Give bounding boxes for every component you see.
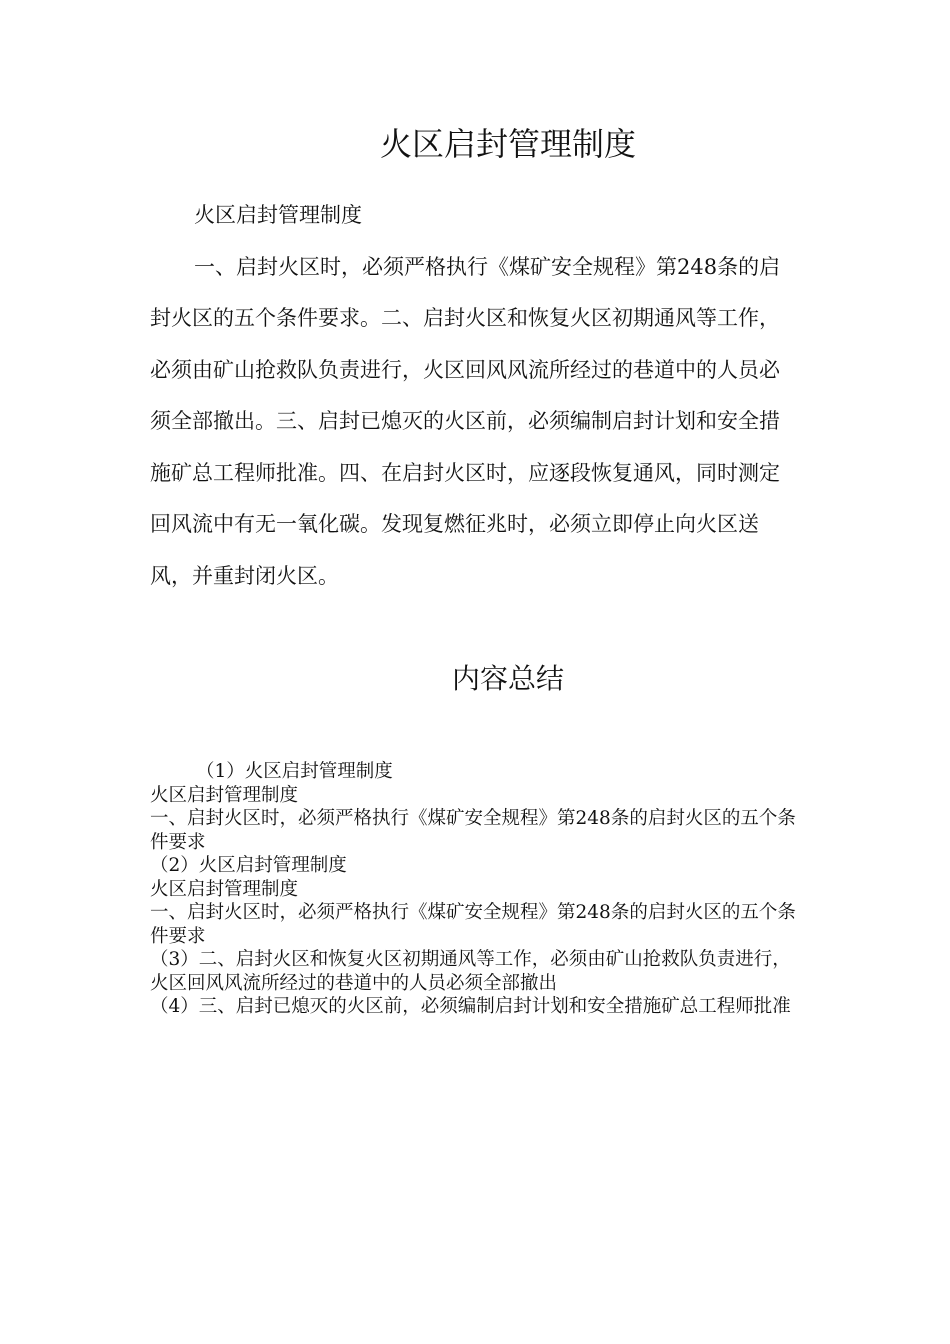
summary-line: 一、启封火区时，必须严格执行《煤矿安全规程》第248条的启封火区的五个条件要求 — [150, 902, 796, 947]
summary-line: 火区启封管理制度 — [150, 878, 299, 900]
summary-line: 火区启封管理制度 — [150, 784, 299, 806]
summary-line: （3）二、启封火区和恢复火区初期通风等工作，必须由矿山抢救队负责进行，火区回风风流所经过的巷道中的人员必须全部撤出 — [150, 949, 791, 994]
summary-line: 一、启封火区时，必须严格执行《煤矿安全规程》第248条的启封火区的五个条件要求 — [150, 808, 796, 853]
body-paragraph: 一、启封火区时，必须严格执行《煤矿安全规程》第248条的启封火区的五个条件要求。二、启封火区和恢复火区初期通风等工作，必须由矿山抢救队负责进行，火区回风风流所经过的巷道中的人员必须全部撤出。三、启封已熄灭的火区前，必须编制启封计划和安全措施矿总工程师批准。四、在启封火区时，应逐段恢复通风，同时测定回风流中有无一氧化碳。发现复燃征兆时，必须立即停止向火区送风，并重封闭火区。 — [150, 254, 781, 588]
document-title: 火区启封管理制度 — [379, 125, 636, 163]
summary-line: （2）火区启封管理制度 — [150, 855, 347, 876]
summary-line: （4）三、启封已熄灭的火区前，必须编制启封计划和安全措施矿总工程师批准 — [150, 996, 791, 1017]
document-body — [150, 190, 800, 602]
summary-line: （1）火区启封管理制度 — [196, 761, 393, 782]
summary-title: 内容总结 — [451, 662, 564, 695]
subheading: 火区启封管理制度 — [194, 203, 362, 227]
summary-list — [150, 760, 800, 1019]
